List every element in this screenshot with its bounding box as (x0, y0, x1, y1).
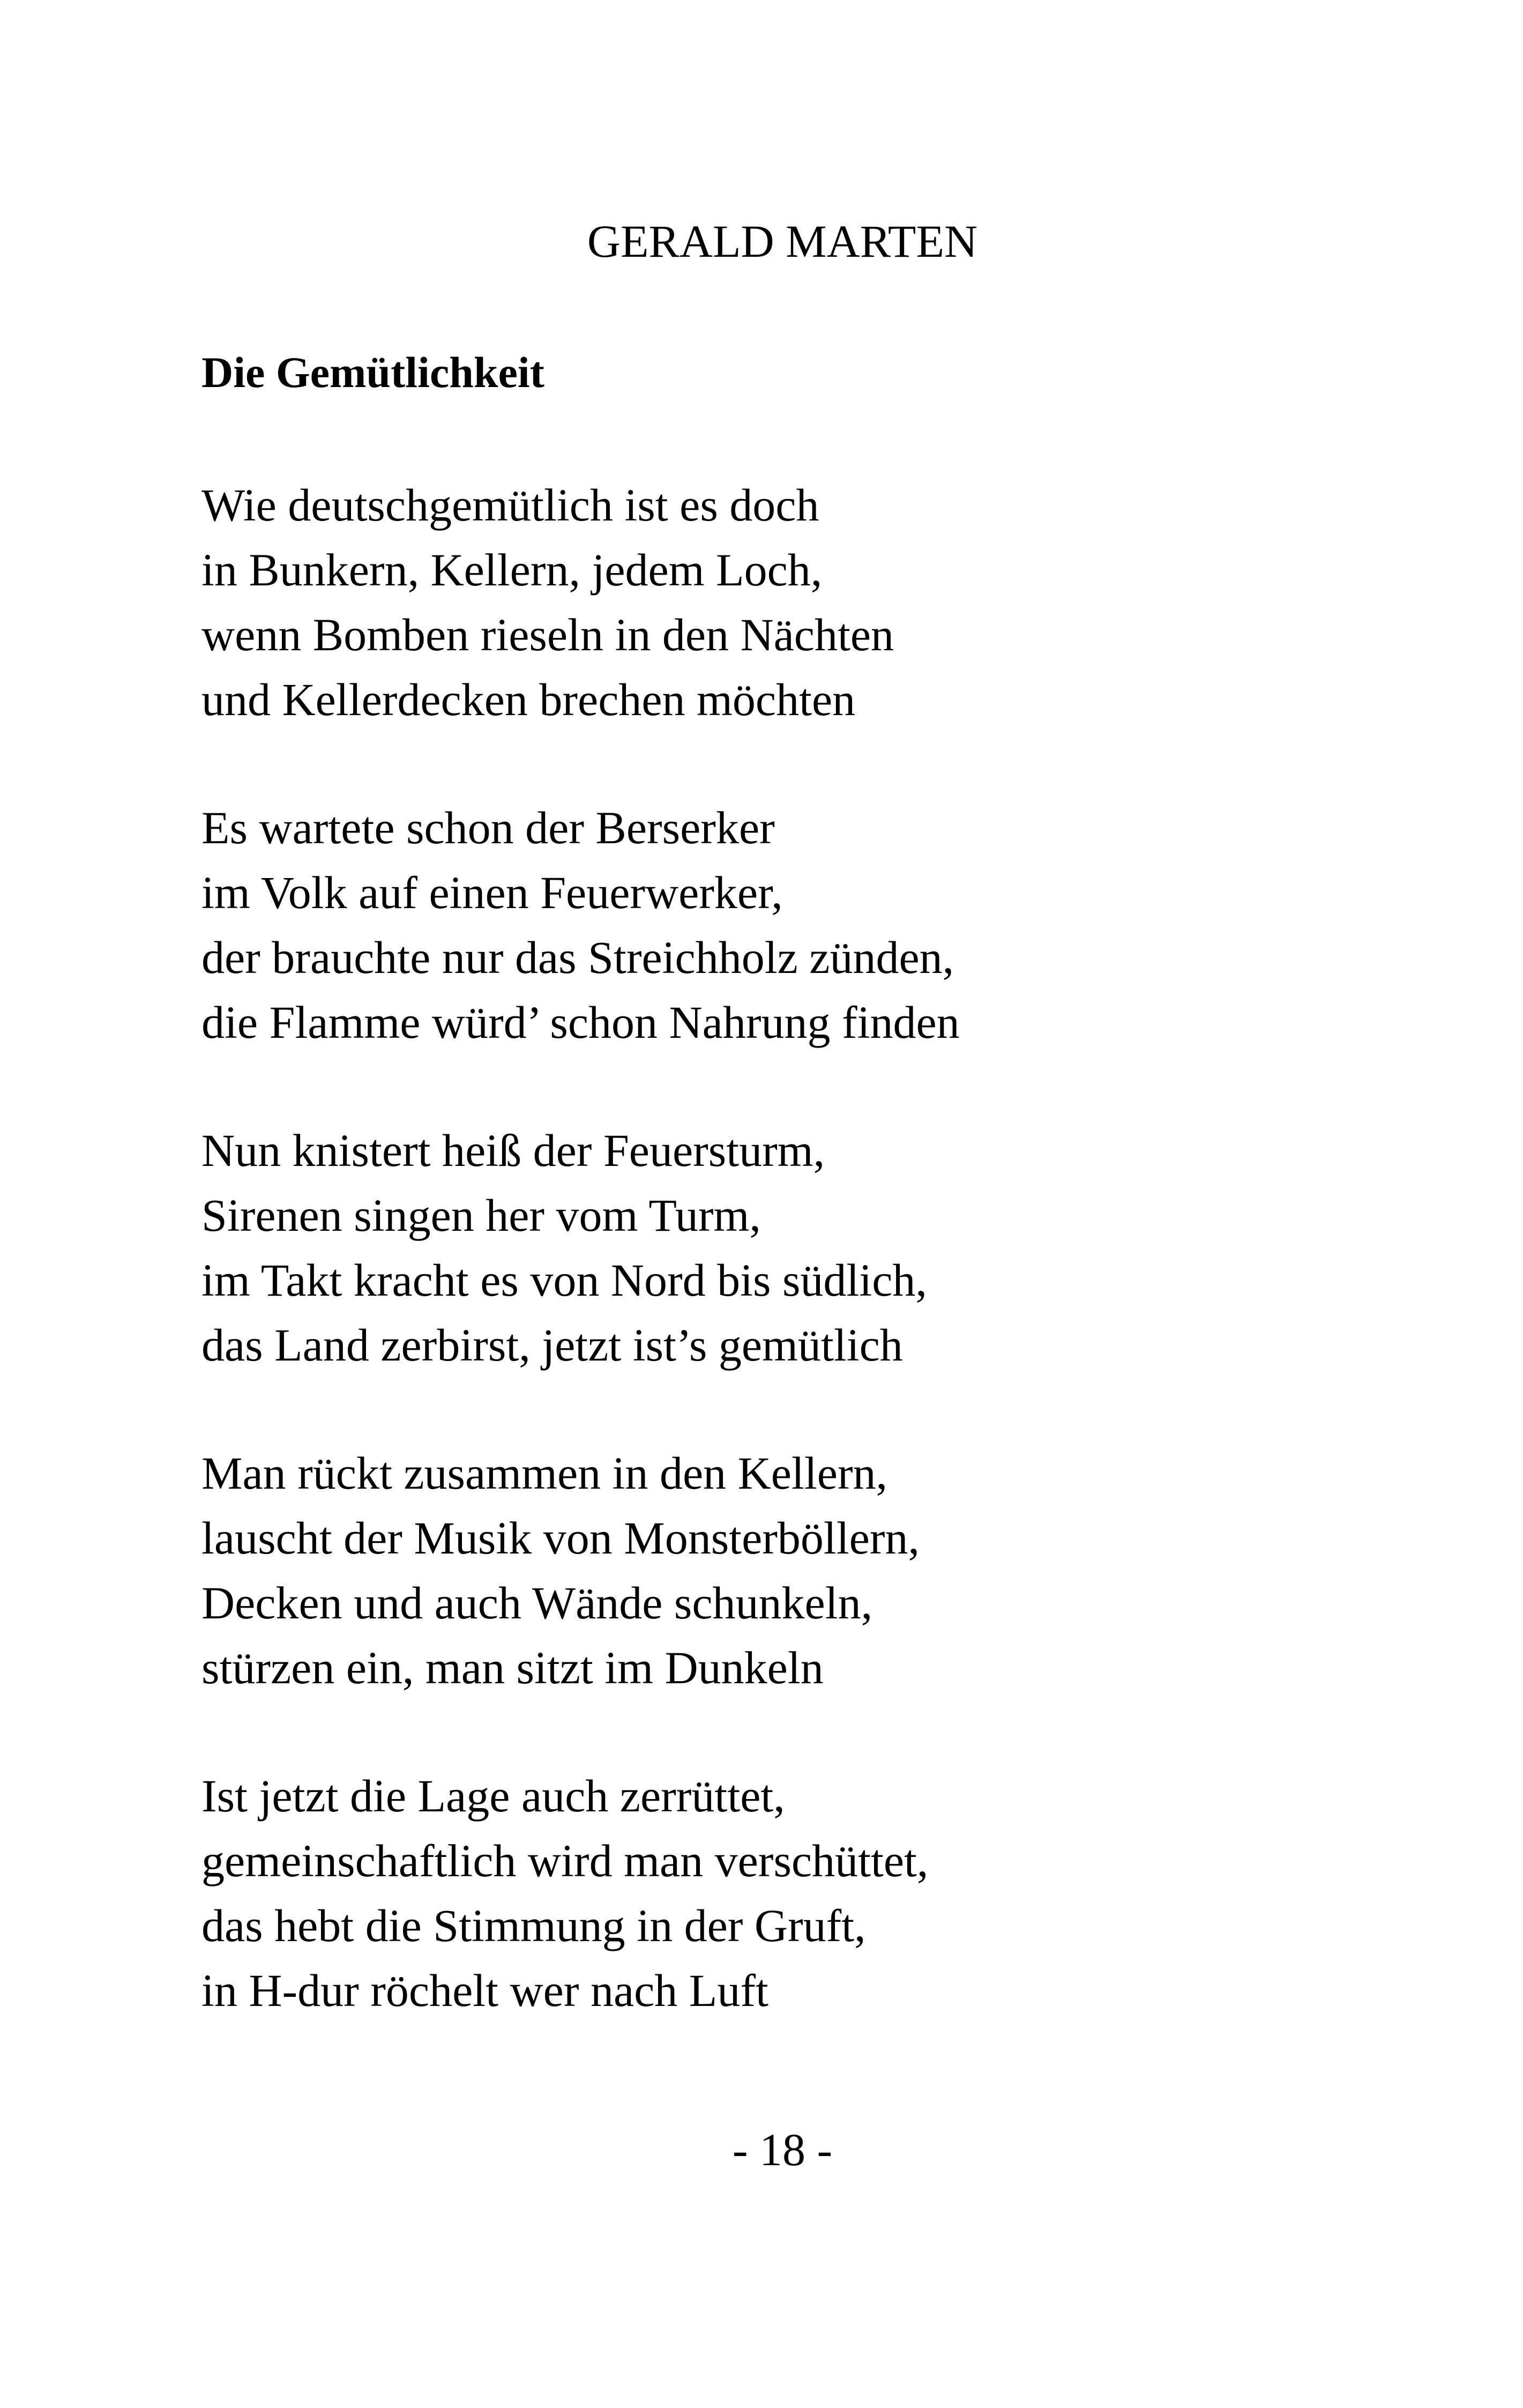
poem-line: Es wartete schon der Berserker (201, 802, 775, 853)
poem-line: Ist jetzt die Lage auch zerrüttet, (201, 1770, 785, 1822)
poem-line: Sirenen singen her vom Turm, (201, 1190, 761, 1241)
page-number: - 18 - (732, 2124, 833, 2175)
stanza-1 (201, 473, 894, 732)
poem-line: im Volk auf einen Feuerwerker, (201, 867, 783, 918)
poem-line: der brauchte nur das Streichholz zünden, (201, 932, 954, 983)
poem-line: das Land zerbirst, jetzt ist’s gemütlich (201, 1319, 903, 1371)
poem-line: die Flamme würd’ schon Nahrung finden (201, 997, 960, 1048)
stanza-5 (201, 1764, 928, 2023)
poem-line: das hebt die Stimmung in der Gruft, (201, 1900, 866, 1951)
poem-line: gemeinschaftlich wird man verschüttet, (201, 1835, 929, 1886)
poem-line: Decken und auch Wände schunkeln, (201, 1577, 873, 1629)
poem-line: lauscht der Musik von Monsterböllern, (201, 1512, 920, 1564)
stanza-3 (201, 1118, 927, 1378)
poem-line: und Kellerdecken brechen möchten (201, 674, 856, 725)
poem-line: Man rückt zusammen in den Kellern, (201, 1447, 888, 1499)
poem-line: in H-dur röchelt wer nach Luft (201, 1965, 768, 2016)
stanza-4 (201, 1441, 920, 1700)
poem-line: in Bunkern, Kellern, jedem Loch, (201, 544, 823, 596)
poem-line: Wie deutschgemütlich ist es doch (201, 479, 819, 531)
poem-line: im Takt kracht es von Nord bis südlich, (201, 1254, 927, 1306)
poem-line: wenn Bomben rieseln in den Nächten (201, 609, 894, 660)
poem-line: stürzen ein, man sitzt im Dunkeln (201, 1642, 824, 1693)
author-header: GERALD MARTEN (587, 215, 978, 267)
poem-title: Die Gemütlichkeit (201, 348, 544, 397)
stanza-2 (201, 796, 960, 1055)
poem-line: Nun knistert heiß der Feuersturm, (201, 1125, 825, 1176)
